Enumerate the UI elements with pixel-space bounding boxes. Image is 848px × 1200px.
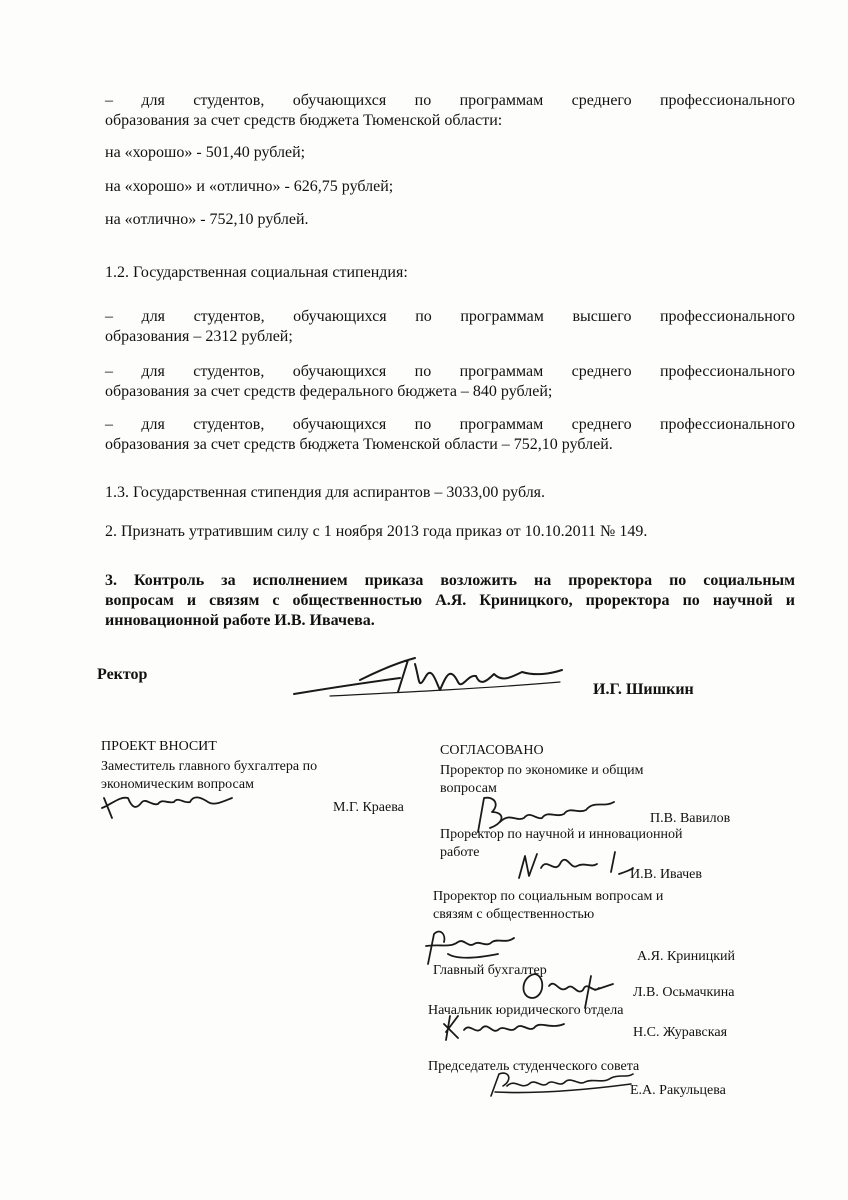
approval-2-position-line-1: Проректор по научной и инновационной	[440, 827, 683, 842]
approval-1-position-line-2: вопросам	[440, 781, 497, 796]
rate-excellent: на «отлично» - 752,10 рублей.	[105, 211, 309, 228]
approval-5-position: Начальник юридического отдела	[428, 1003, 624, 1018]
approval-3-position-line-2: связям с общественностью	[433, 907, 595, 922]
rector-title: Ректор	[97, 666, 148, 683]
spo-federal-line-2: образования за счет средств федерального бюджета – 840 рублей;	[105, 383, 553, 400]
higher-line-1: – для студентов, обучающихся по программам высшего профессионального	[105, 308, 795, 325]
proposer-heading: ПРОЕКТ ВНОСИТ	[101, 739, 217, 754]
approval-5-name: Н.С. Журавская	[633, 1025, 728, 1040]
higher-line-2: образования – 2312 рублей;	[105, 328, 293, 345]
approval-3-name: А.Я. Криницкий	[637, 949, 736, 964]
proposer-name: М.Г. Краева	[333, 800, 404, 815]
spo-budget-line-1: – для студентов, обучающихся по программам среднего профессионального	[105, 92, 795, 109]
rector-name: И.Г. Шишкин	[593, 681, 694, 698]
spo-federal-line-1: – для студентов, обучающихся по программам среднего профессионального	[105, 363, 795, 380]
section-3-line-3: инновационной работе И.В. Ивачева.	[105, 612, 375, 629]
rate-good-excellent: на «хорошо» и «отлично» - 626,75 рублей;	[105, 178, 394, 195]
approval-2-position-line-2: работе	[440, 845, 480, 860]
section-1-2-heading: 1.2. Государственная социальная стипендия:	[105, 264, 408, 281]
proposer-position-line-1: Заместитель главного бухгалтера по	[101, 759, 318, 774]
spo-budget-line-2: образования за счет средств бюджета Тюменской области:	[105, 112, 503, 129]
proposer-position-line-2: экономическим вопросам	[101, 777, 254, 792]
approval-6-name: Е.А. Ракульцева	[630, 1083, 726, 1098]
rate-good: на «хорошо» - 501,40 рублей;	[105, 144, 306, 161]
approval-1-name: П.В. Вавилов	[650, 811, 731, 826]
section-1-3: 1.3. Государственная стипендия для аспирантов – 3033,00 рубля.	[105, 484, 546, 501]
approval-2-name: И.В. Ивачев	[630, 867, 703, 882]
approvals-heading: СОГЛАСОВАНО	[440, 743, 544, 758]
approval-4-position: Главный бухгалтер	[433, 963, 547, 978]
spo-regional-line-2: образования за счет средств бюджета Тюменской области – 752,10 рублей.	[105, 436, 613, 453]
approval-6-signature	[485, 1066, 635, 1100]
proposer-signature	[98, 788, 238, 824]
rector-signature	[290, 652, 570, 702]
approval-2-signature	[515, 848, 635, 882]
section-3-line-1: 3. Контроль за исполнением приказа возложить на проректора по социальным	[105, 572, 795, 589]
approval-3-position-line-1: Проректор по социальным вопросам и	[433, 889, 664, 904]
approval-1-position-line-1: Проректор по экономике и общим	[440, 763, 644, 778]
approval-4-name: Л.В. Осьмачкина	[633, 985, 735, 1000]
section-3-line-2: вопросам и связям с общественностью А.Я. Криницкого, проректора по научной и	[105, 592, 795, 609]
spo-regional-line-1: – для студентов, обучающихся по программам среднего профессионального	[105, 416, 795, 433]
approval-5-signature	[440, 1010, 570, 1046]
approval-6-position: Председатель студенческого совета	[428, 1059, 640, 1074]
section-2: 2. Признать утратившим силу с 1 ноября 2013 года приказ от 10.10.2011 № 149.	[105, 523, 648, 540]
